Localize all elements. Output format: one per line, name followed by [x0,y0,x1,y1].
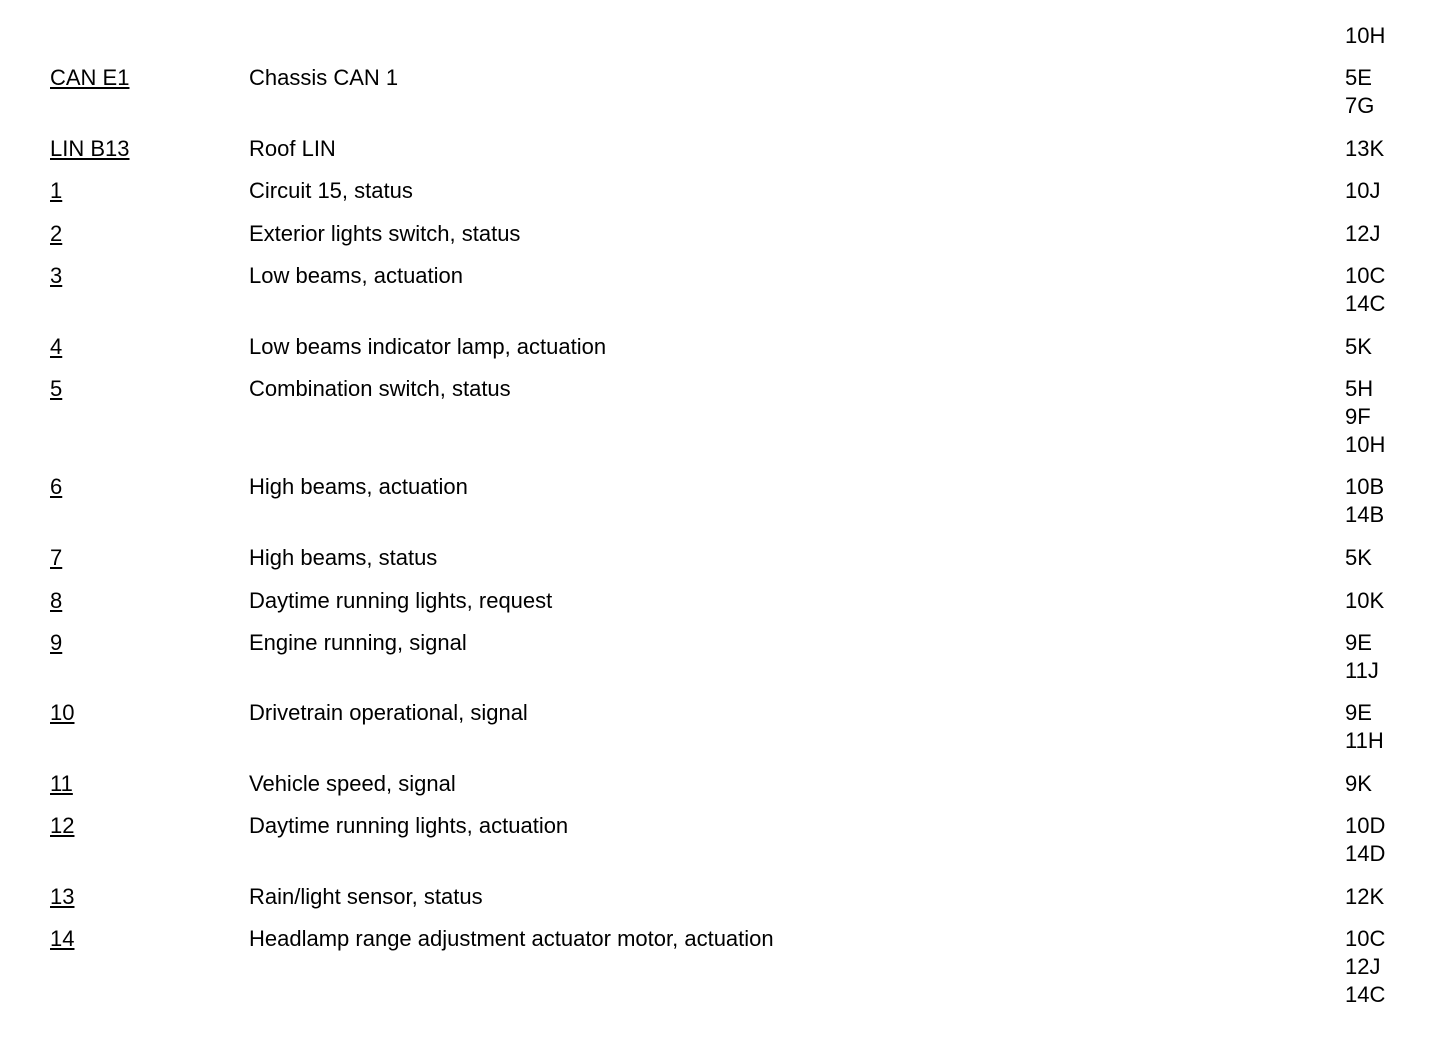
grid-references [1345,883,1384,911]
signal-description: Roof LIN [249,136,336,161]
signal-description: Chassis CAN 1 [249,65,399,90]
grid-reference: 9E [1345,700,1372,725]
signal-code-link[interactable]: 14 [50,926,75,951]
signal-description: Combination switch, status [249,376,511,401]
grid-references [1345,177,1380,205]
grid-reference: 9K [1345,771,1372,796]
grid-references [1345,333,1372,361]
grid-reference: 11J [1345,658,1379,683]
signal-description: Low beams indicator lamp, actuation [249,334,607,359]
signal-description: High beams, status [249,545,438,570]
grid-reference: 12J [1345,954,1381,979]
grid-reference: 13K [1345,136,1385,161]
signal-code-link[interactable]: 12 [50,813,75,838]
grid-references [1345,770,1372,798]
grid-references [1345,629,1379,685]
signal-description: Circuit 15, status [249,178,413,203]
grid-reference: 10H [1345,23,1386,48]
grid-reference: 5K [1345,334,1372,359]
signal-description: Rain/light sensor, status [249,884,483,909]
grid-references [1345,925,1385,1009]
signal-code-link[interactable]: 11 [50,771,73,796]
signal-description: Daytime running lights, actuation [249,813,569,838]
grid-references [1345,544,1372,572]
grid-references [1345,375,1385,459]
signal-description: Headlamp range adjustment actuator motor, actuation [249,926,774,951]
grid-reference: 10H [1345,432,1386,457]
grid-reference: 10C [1345,926,1386,951]
grid-reference: 14D [1345,841,1386,866]
signal-code-link[interactable]: LIN B13 [50,136,130,161]
grid-reference: 9F [1345,404,1371,429]
signal-code-link[interactable]: 6 [50,474,63,499]
grid-references [1345,135,1384,163]
grid-reference: 10C [1345,263,1386,288]
signal-code-link[interactable]: 13 [50,884,75,909]
signal-code-link[interactable]: 5 [50,376,63,401]
grid-references [1345,220,1380,248]
grid-reference: 10J [1345,178,1381,203]
signal-code-link[interactable]: 10 [50,700,75,725]
grid-reference: 7G [1345,93,1375,118]
grid-references [1345,262,1385,318]
signal-description: Engine running, signal [249,630,467,655]
signal-code-link[interactable]: 9 [50,630,63,655]
grid-reference: 5K [1345,545,1372,570]
grid-references [1345,812,1385,868]
signal-code-link[interactable]: 7 [50,545,63,570]
grid-reference: 14C [1345,291,1386,316]
grid-references [1345,587,1384,615]
grid-references [1345,699,1384,755]
signal-code-link[interactable]: 1 [50,178,63,203]
grid-references [1345,473,1384,529]
grid-reference: 5H [1345,376,1374,401]
grid-reference: 5E [1345,65,1372,90]
grid-references [1345,22,1385,50]
signal-code-link[interactable]: 8 [50,588,63,613]
signal-description: Daytime running lights, request [249,588,553,613]
signal-description: Vehicle speed, signal [249,771,456,796]
signal-code-link[interactable]: 3 [50,263,63,288]
signal-description: High beams, actuation [249,474,468,499]
grid-reference: 14B [1345,502,1385,527]
grid-reference: 10B [1345,474,1385,499]
grid-references [1345,64,1374,120]
grid-reference: 10D [1345,813,1386,838]
signal-code-link[interactable]: 2 [50,221,63,246]
signal-description: Exterior lights switch, status [249,221,521,246]
grid-reference: 12J [1345,221,1381,246]
signal-description: Drivetrain operational, signal [249,700,528,725]
grid-reference: 12K [1345,884,1385,909]
grid-reference: 10K [1345,588,1385,613]
grid-reference: 14C [1345,982,1386,1007]
signal-description: Low beams, actuation [249,263,464,288]
signal-code-link[interactable]: CAN E1 [50,65,130,90]
signal-code-link[interactable]: 4 [50,334,63,359]
grid-reference: 11H [1345,728,1384,753]
grid-reference: 9E [1345,630,1372,655]
